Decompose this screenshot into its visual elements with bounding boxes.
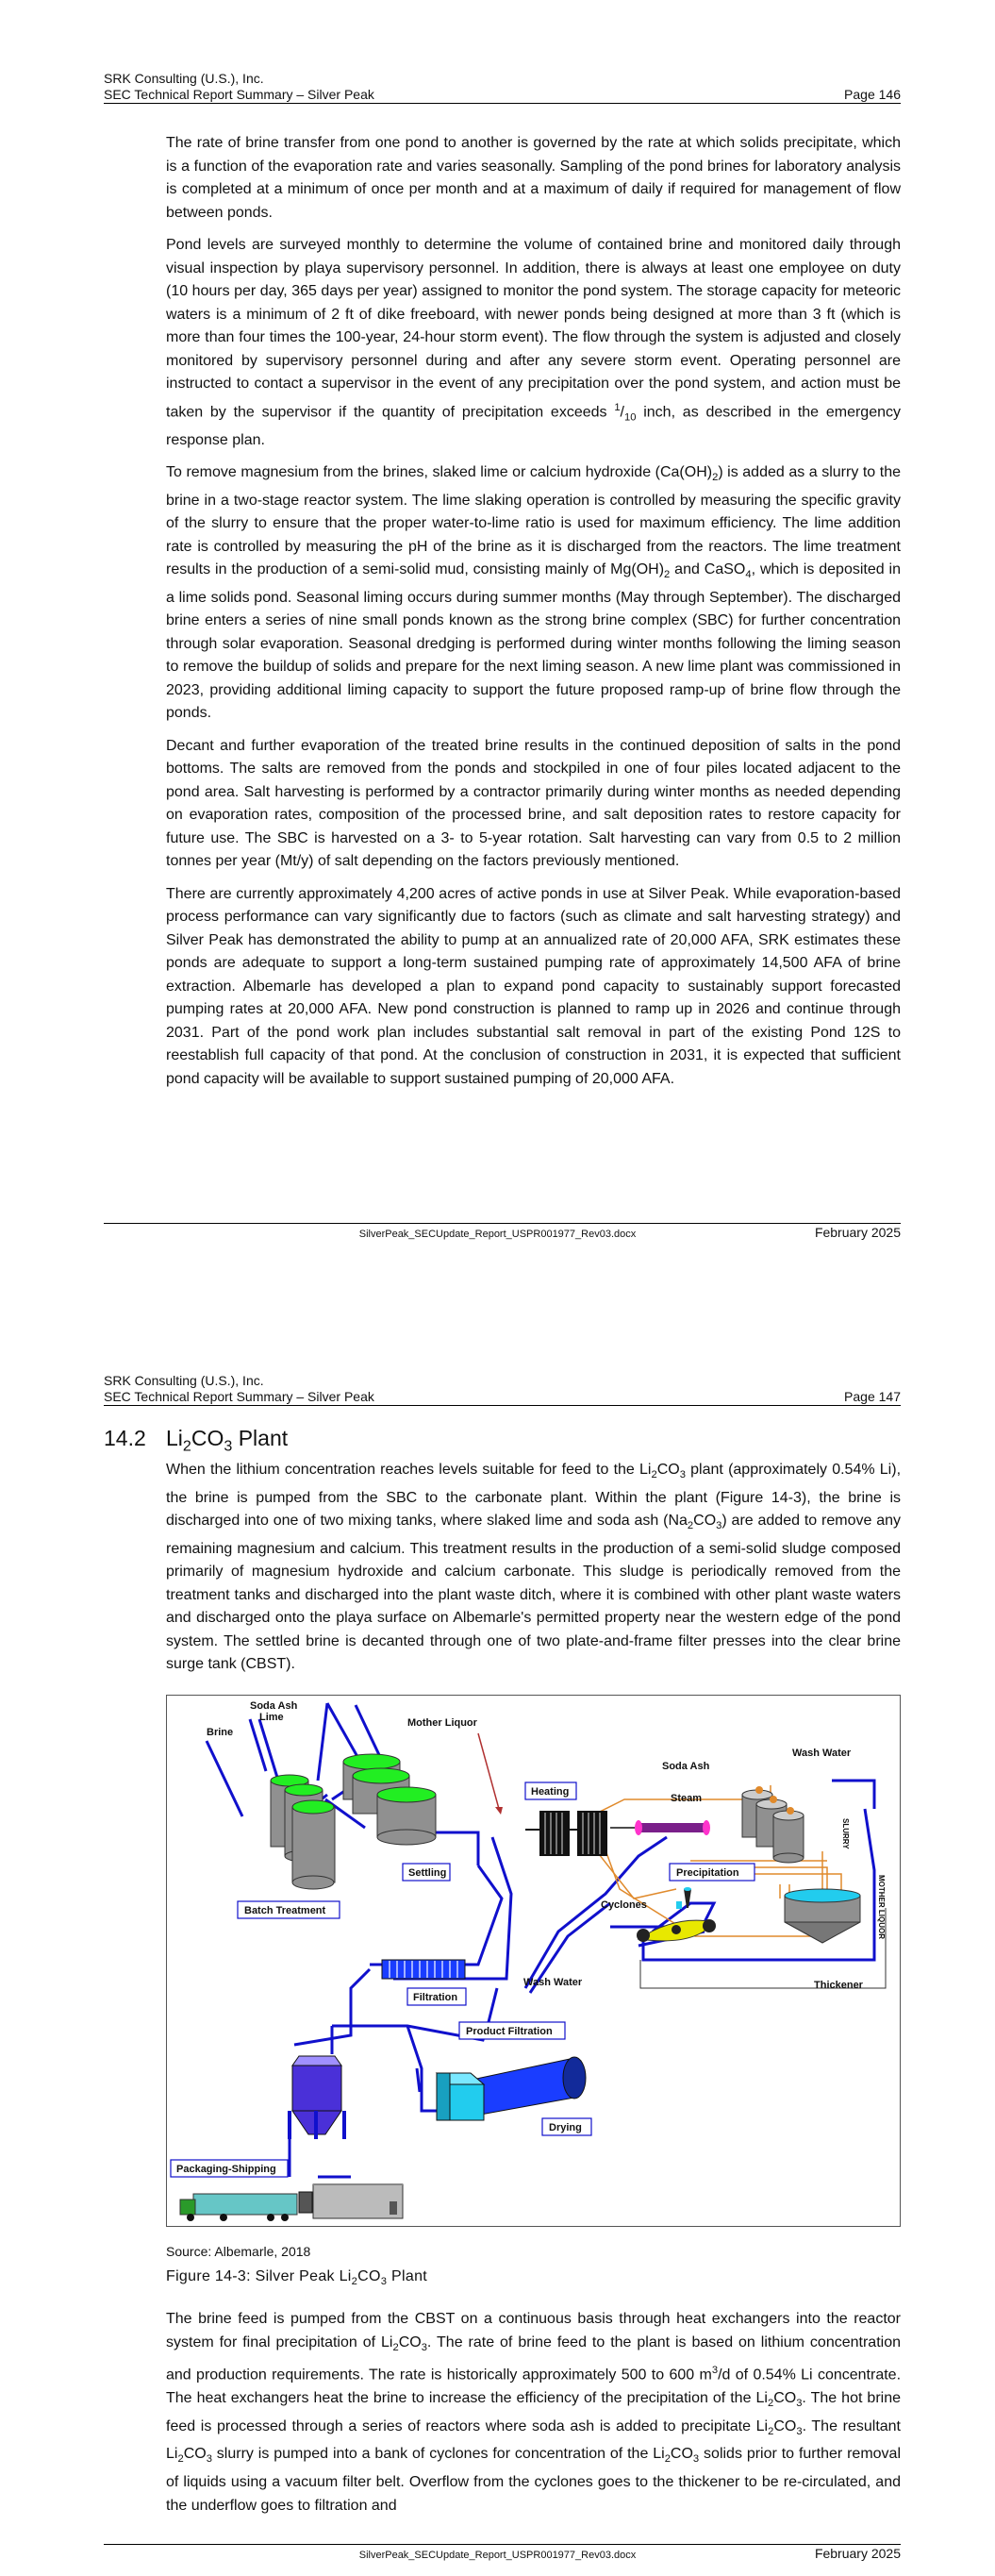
footer-rule: [104, 1223, 901, 1224]
label-soda-ash: Soda Ash: [250, 1700, 298, 1712]
label-brine: Brine: [207, 1727, 234, 1738]
header-rule: [104, 103, 901, 104]
label-lime: Lime: [259, 1712, 284, 1723]
paragraph: To remove magnesium from the brines, slaked lime or calcium hydroxide $(Ca(OH)_2)$ is added as a slurry to the brine in a two-stage reactor system. The lime slaking operation is controlled by measuring the specific gravity of the slurry to ensure that the proper water-to-lime ratio is used for maximum efficiency. The lime addition rate is controlled by measuring the pH of the brine as it is discharged from the reactors. The lime treatment results in the production of a semi-solid mud, consisting mainly of $Mg(OH)_2$ and CaSO$_4$, which is deposited in a lime solids pond. Seasonal liming occurs during summer months (May through September). The discharged brine enters a series of nine small ponds known as the strong brine complex (SBC) for further concentration through solar evaporation. Seasonal dredging is performed during winter months following the liming season to remove the buildup of solids and prepare for the next liming season. A new lime plant was commissioned in 2023, providing additional liming capacity to support the future proposed ramp-up of brine flow through the ponds.: [166, 464, 901, 722]
figure-caption: Figure 14-3: Silver Peak $Li_2CO_3$ Plant: [166, 2268, 428, 2288]
body-text: [166, 132, 901, 1100]
label-mother-liquor: Mother Liquor: [407, 1717, 477, 1729]
product-silo: [290, 2056, 344, 2139]
label-drying: Drying: [549, 2122, 582, 2133]
mother-liquor-arrow: [478, 1733, 499, 1809]
body-text: [166, 1459, 901, 1686]
label-heating: Heating: [531, 1786, 570, 1798]
settling-tanks: [343, 1754, 436, 1845]
label-soda-ash-reactor: Soda Ash: [662, 1761, 710, 1772]
process-flow-diagram: [166, 1695, 901, 2227]
label-product-filtration: Product Filtration: [466, 2026, 553, 2037]
paragraph: When the lithium concentration reaches levels suitable for feed to the $Li_2CO_3$ plant (approximately 0.54% Li), the brine is pumped from the SBC to the carbonate plant. Within the plant (Figure 14-3), the brine is discharged into one of two mixing tanks, where slaked lime and soda ash $(Na_2CO_3)$ are added to remove any remaining magnesium and calcium. This treatment results in the production of a semi-solid sludge composed primarily of magnesium hydroxide and calcium carbonate. This sludge is periodically removed from the treatment tanks and discharged into the plant waste ditch, where it is combined with other plant waste waters and discharged onto the playa surface on Albemarle's permitted property near the western edge of the pond system. The settled brine is decanted through one of two plate-and-frame filter presses into the clear brine surge tank (CBST).: [166, 1462, 902, 1673]
reactor-pipe: [610, 1820, 710, 1835]
footer-document-name: SilverPeak_SECUpdate_Report_USPR001977_Rev03.docx: [358, 2550, 637, 2561]
label-cyclones: Cyclones: [601, 1899, 647, 1911]
page-number: Page 146: [844, 87, 901, 102]
filtration-filter-press: [382, 1960, 465, 1979]
label-filtration: Filtration: [413, 1992, 458, 2003]
paragraph: Pond levels are surveyed monthly to determine the volume of contained brine and monitored daily through visual inspection by playa supervisory personnel. In addition, there is always at least one employee on duty (10 hours per day, 365 days per year) assigned to monitor the pond system. The storage capacity for meteoric waters is a minimum of 2 ft of dike freeboard, with newer ponds being designed at more than 3 ft (which is more than four times the 100-year, 24-hour storm event). The flow through the system is adjusted and closely monitored by supervisory personnel during and after any severe storm event. Operating personnel are instructed to contact a supervisor in the event of any precipitation over the pond system, and action must be taken by the supervisor if the quantity of precipitation exceeds $^1/_{10}$ inch, as described in the emergency response plan.: [166, 237, 902, 448]
section-heading: 14.2 $Li_2CO_3$ Plant: [104, 1426, 289, 1455]
rotary-dryer: [437, 2057, 586, 2120]
label-wash-water-top: Wash Water: [792, 1748, 852, 1759]
label-mother-liquor-vertical: MOTHER LIQUOR: [877, 1875, 886, 1939]
label-packaging-shipping: Packaging-Shipping: [176, 2164, 276, 2175]
page-header: [104, 71, 901, 103]
label-wash-water-mid: Wash Water: [523, 1977, 583, 1988]
li2co3-plant-diagram: [167, 1696, 900, 2226]
header-rule: [104, 1405, 901, 1406]
header-report-title: SEC Technical Report Summary – Silver Peak: [104, 87, 374, 102]
heat-exchangers: [525, 1811, 607, 1856]
batch-treatment-tanks: [271, 1775, 335, 1889]
paragraph: There are currently approximately 4,200 acres of active ponds in use at Silver Peak. While evaporation-based process performance can vary significantly due to factors (such as climate and salt harvesting strategy) and Silver Peak has demonstrated the ability to pump at an annualized rate of 20,000 AFA, SRK estimates these ponds are adequate to support a long-term sustained pumping rate of approximately 14,500 AFA of brine extraction. Albemarle has developed a plan to expand pond capacity to sustainably support forecasted pumping rates at 20,000 AFA. New pond construction is planned to ramp up in 2026 and continue through 2031. Part of the pond work plan includes substantial salt removal in part of the existing Pond 12S to reestablish full capacity of that pond. At the conclusion of construction in 2031, it is expected that sufficient pond capacity will be available to support sustained pumping of 20,000 AFA.: [166, 885, 901, 1087]
header-company: SRK Consulting (U.S.), Inc.: [104, 1373, 264, 1388]
page-number: Page 147: [844, 1389, 901, 1404]
label-batch-treatment: Batch Treatment: [244, 1905, 326, 1916]
footer-date: February 2025: [814, 1225, 901, 1240]
label-slurry: SLURRY: [841, 1818, 850, 1849]
figure-source: Source: Albemarle, 2018: [166, 2244, 311, 2259]
label-precipitation: Precipitation: [676, 1867, 739, 1879]
label-thickener: Thickener: [814, 1980, 863, 1991]
paragraph: Decant and further evaporation of the treated brine results in the continued deposition of salts in the pond bottoms. The salts are removed from the ponds and stockpiled in one of four piles located adjacent to the pond area. Salt harvesting is performed by a contractor primarily during winter months as needed depending on evaporation rates, composition of the processed brine, and salt deposition rates to restore capacity for future use. The SBC is harvested on a 3- to 5-year rotation. Salt harvesting can vary from 0.5 to 2 million tonnes per year (Mt/y) of salt depending on the factors previously mentioned.: [166, 737, 901, 870]
shipping-truck: [180, 2184, 403, 2221]
thickener-tank: [785, 1889, 860, 1943]
footer-date: February 2025: [814, 2546, 901, 2561]
page-header: [104, 1373, 901, 1405]
footer-rule: [104, 2544, 901, 2545]
paragraph: The rate of brine transfer from one pond to another is governed by the rate at which solids precipitate, which is a function of the evaporation rate and varies seasonally. Sampling of the pond brines for laboratory analysis is completed at a minimum of once per month and at a maximum of daily if required for management of flow between ponds.: [166, 135, 901, 221]
paragraph: The brine feed is pumped from the CBST on a continuous basis through heat exchangers into the reactor system for final precipitation of $Li_2CO_3$. The rate of brine feed to the plant is based on lithium concentration and production requirements. The rate is historically approximately 500 to 600 $m^3/d$ of 0.54% Li concentrate. The heat exchangers heat the brine to increase the efficiency of the precipitation of the $Li_2CO_3$. The hot brine feed is processed through a series of reactors where soda ash is added to precipitate $Li_2CO_3$. The resultant $Li_2CO_3$ slurry is pumped into a bank of cyclones for concentration of the $Li_2CO_3$ solids prior to further removal of liquids using a vacuum filter belt. Overflow from the cyclones goes to the thickener to be re-circulated, and the underflow goes to filtration and: [166, 2311, 902, 2514]
section-number: 14.2: [104, 1426, 146, 1450]
footer-document-name: SilverPeak_SECUpdate_Report_USPR001977_Rev03.docx: [358, 1229, 637, 1240]
page-146: [0, 0, 995, 1264]
header-report-title: SEC Technical Report Summary – Silver Peak: [104, 1389, 374, 1404]
body-text-continued: [166, 2308, 901, 2527]
header-company: SRK Consulting (U.S.), Inc.: [104, 71, 264, 86]
precipitation-reactors: [742, 1786, 804, 1863]
label-steam: Steam: [671, 1793, 703, 1804]
label-settling: Settling: [408, 1867, 447, 1879]
